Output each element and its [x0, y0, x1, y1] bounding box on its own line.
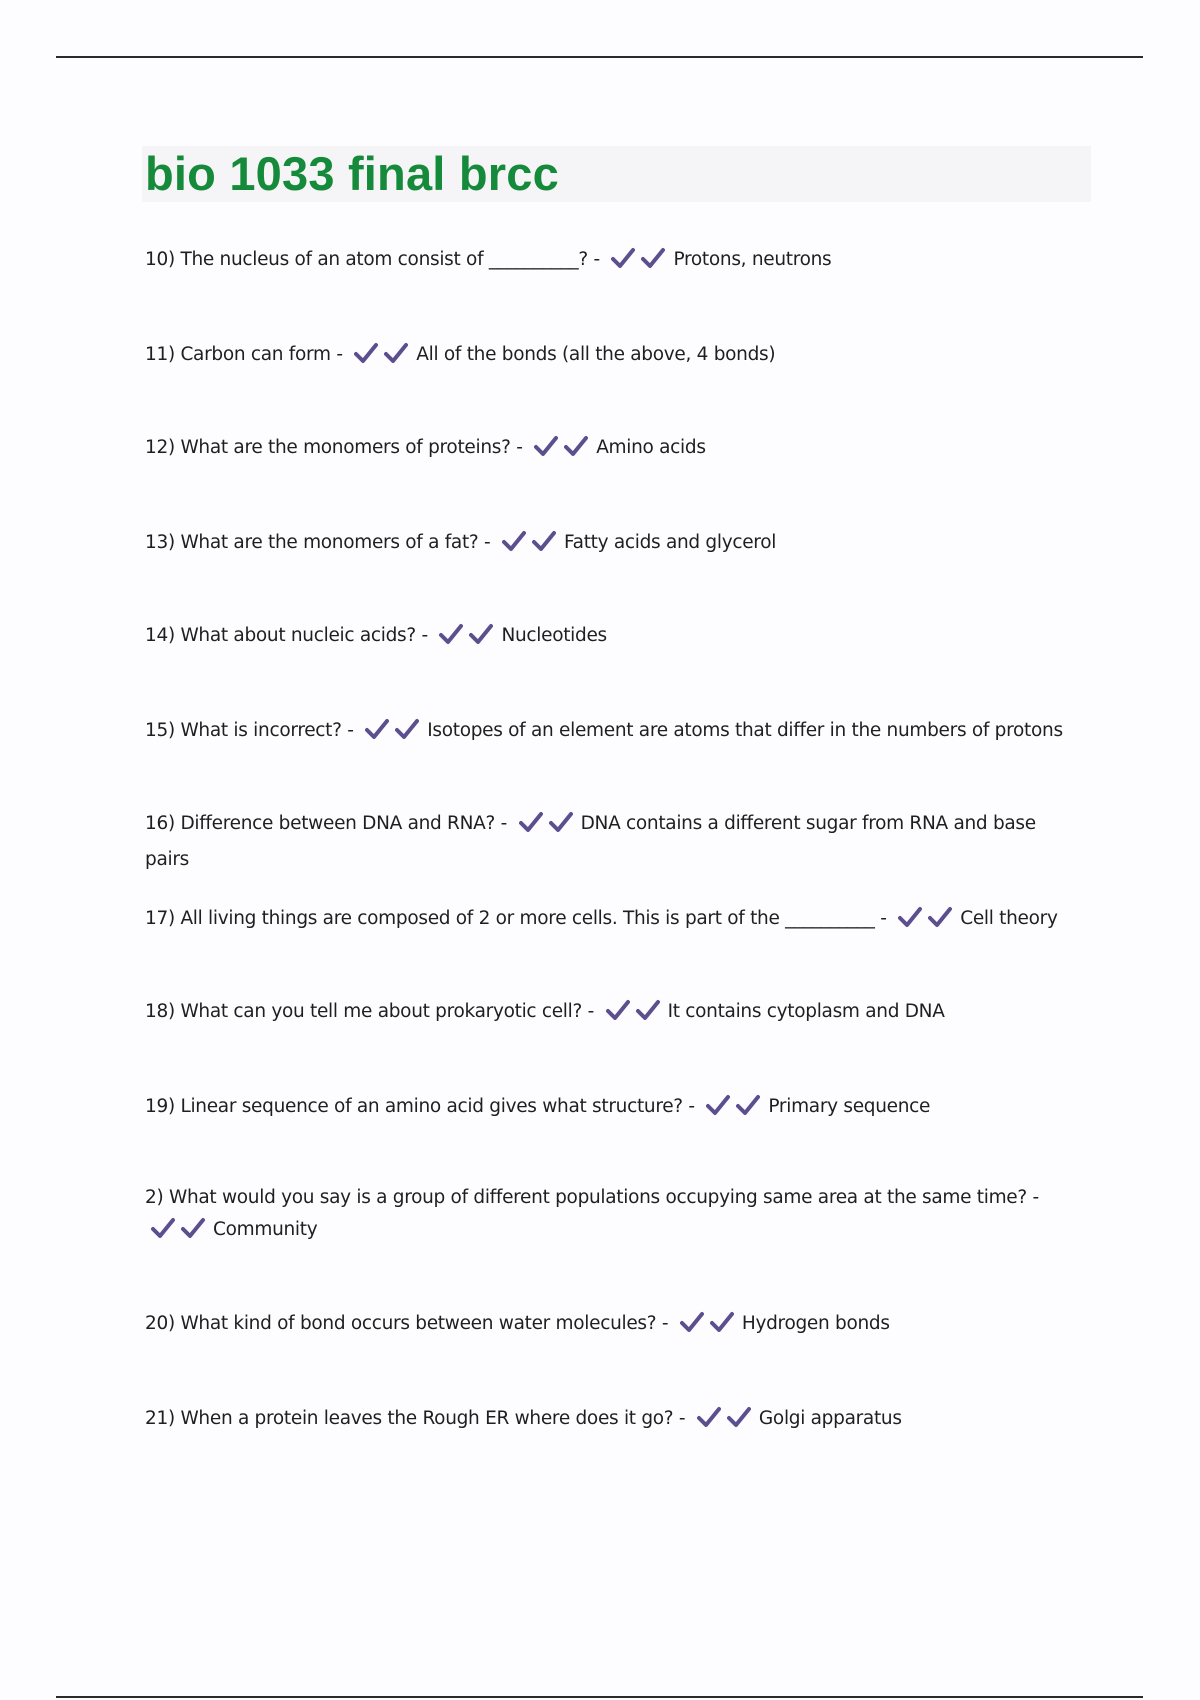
- checkmark-icon: [606, 999, 630, 1021]
- checkmark-icon: [636, 999, 660, 1021]
- answer-text: Primary sequence: [768, 1096, 931, 1117]
- question-text: 13) What are the monomers of a fat?: [145, 532, 479, 553]
- question-text: 16) Difference between DNA and RNA?: [145, 813, 496, 834]
- checkmark-icon: [680, 1311, 704, 1333]
- separator: -: [347, 720, 354, 741]
- qa-item: [145, 244, 1080, 280]
- separator: -: [678, 1408, 686, 1429]
- qa-item: [145, 903, 1080, 939]
- checkmark-icon: [354, 342, 378, 364]
- answer-text: Cell theory: [960, 908, 1058, 929]
- checkmark-icon: [534, 435, 558, 457]
- question-text: 17) All living things are composed of 2 or more cells. This is part of the __________: [145, 908, 875, 929]
- question-text: 20) What kind of bond occurs between water molecules?: [145, 1313, 657, 1334]
- checkmark-icon: [532, 530, 556, 552]
- qa-item: [145, 527, 1080, 563]
- question-text: 18) What can you tell me about prokaryotic cell?: [145, 1001, 583, 1022]
- double-check: [519, 811, 579, 844]
- question-text: 2) What would you say is a group of different populations occupying same area at the same time?: [145, 1187, 1027, 1208]
- double-check: [502, 530, 562, 563]
- checkmark-icon: [384, 342, 408, 364]
- separator: -: [587, 1001, 594, 1022]
- checkmark-icon: [928, 906, 952, 928]
- separator: -: [593, 249, 600, 270]
- checkmark-icon: [697, 1406, 721, 1428]
- separator: -: [880, 908, 887, 929]
- checkmark-icon: [549, 811, 573, 833]
- double-check: [534, 435, 594, 468]
- answer-text: Golgi apparatus: [758, 1408, 902, 1429]
- bottom-divider: [56, 1696, 1143, 1698]
- question-text: 15) What is incorrect?: [145, 720, 342, 741]
- checkmark-icon: [502, 530, 526, 552]
- checkmark-icon: [706, 1094, 730, 1116]
- qa-item: [145, 1182, 1080, 1250]
- double-check: [898, 906, 958, 939]
- double-check: [365, 718, 425, 751]
- qa-item: [145, 1403, 1080, 1439]
- checkmark-icon: [395, 718, 419, 740]
- answer-text: All of the bonds (all the above, 4 bonds): [416, 344, 776, 365]
- double-check: [697, 1406, 757, 1439]
- checkmark-icon: [898, 906, 922, 928]
- top-divider: [56, 56, 1143, 58]
- checkmark-icon: [519, 811, 543, 833]
- question-text: 11) Carbon can form: [145, 344, 331, 365]
- answer-text: Community: [213, 1219, 318, 1240]
- checkmark-icon: [611, 247, 635, 269]
- qa-item: [145, 432, 1080, 468]
- qa-item: [145, 715, 1080, 751]
- separator: -: [661, 1313, 669, 1334]
- double-check: [611, 247, 671, 280]
- qa-item: [145, 620, 1080, 656]
- separator: -: [1032, 1187, 1039, 1208]
- answer-text: Amino acids: [596, 437, 706, 458]
- checkmark-icon: [710, 1311, 734, 1333]
- separator: -: [336, 344, 343, 365]
- checkmark-icon: [469, 623, 493, 645]
- separator: -: [500, 813, 508, 834]
- answer-text: Fatty acids and glycerol: [564, 532, 777, 553]
- double-check: [680, 1311, 740, 1344]
- double-check: [151, 1217, 211, 1250]
- separator: -: [688, 1096, 695, 1117]
- question-text: 10) The nucleus of an atom consist of __________?: [145, 249, 588, 270]
- answer-text: Nucleotides: [501, 625, 607, 646]
- checkmark-icon: [365, 718, 389, 740]
- checkmark-icon: [727, 1406, 751, 1428]
- checkmark-icon: [564, 435, 588, 457]
- qa-item: [145, 808, 1080, 876]
- answer-text: Isotopes of an element are atoms that differ in the numbers of protons: [427, 720, 1063, 741]
- double-check: [354, 342, 414, 375]
- separator: -: [484, 532, 491, 553]
- checkmark-icon: [736, 1094, 760, 1116]
- question-text: 19) Linear sequence of an amino acid gives what structure?: [145, 1096, 683, 1117]
- question-text: 12) What are the monomers of proteins?: [145, 437, 511, 458]
- document-title: bio 1033 final brcc: [145, 147, 559, 200]
- double-check: [439, 623, 499, 656]
- checkmark-icon: [439, 623, 463, 645]
- separator: -: [421, 625, 428, 646]
- double-check: [606, 999, 666, 1032]
- question-text: 21) When a protein leaves the Rough ER where does it go?: [145, 1408, 674, 1429]
- question-text: 14) What about nucleic acids?: [145, 625, 416, 646]
- qa-item: [145, 1308, 1080, 1344]
- answer-text: Protons, neutrons: [673, 249, 832, 270]
- qa-item: [145, 996, 1080, 1032]
- checkmark-icon: [181, 1217, 205, 1239]
- qa-item: [145, 339, 1080, 375]
- answer-text: DNA contains a different sugar from RNA and base pairs: [145, 813, 1036, 870]
- separator: -: [516, 437, 523, 458]
- qa-item: [145, 1091, 1080, 1127]
- double-check: [706, 1094, 766, 1127]
- answer-text: It contains cytoplasm and DNA: [667, 1001, 945, 1022]
- answer-text: Hydrogen bonds: [741, 1313, 890, 1334]
- checkmark-icon: [641, 247, 665, 269]
- checkmark-icon: [151, 1217, 175, 1239]
